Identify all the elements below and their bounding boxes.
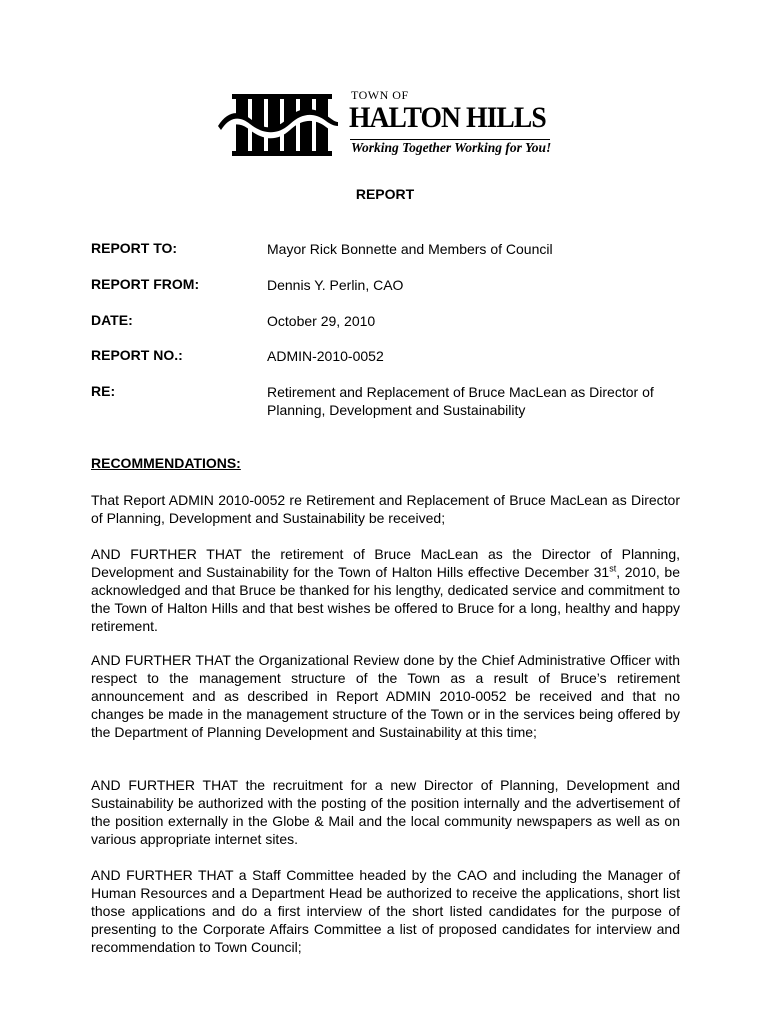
re-label: RE: — [91, 383, 116, 399]
date-ordinal-suffix: st — [609, 563, 617, 574]
town-logo — [218, 88, 558, 168]
date-label: DATE: — [91, 312, 133, 328]
logo-town-name: HALTON HILLS — [349, 101, 546, 134]
recommendation-paragraph-2-end: , 2010, be acknowledged and that Bruce be thanked for his lengthy, dedicated service and commitment to the Town of Halton Hills and that best wishes be offered to Bruce for a long, healthy and happy retirement. — [91, 564, 680, 634]
recommendation-paragraph-1: That Report ADMIN 2010-0052 re Retirement and Replacement of Bruce MacLean as Director of Planning, Development and Sustainability be received; — [91, 492, 680, 526]
report-number-label: REPORT NO.: — [91, 347, 183, 363]
recommendation-paragraph-3: AND FURTHER THAT the Organizational Review done by the Chief Administrative Officer with respect to the management structure of the Town as a result of Bruce’s retirement announcement and as described in Report ADMIN 2010-0052 be received and that no changes be made in the management structure of the Town or in the services being offered by the Department of Planning Development and Sustainability at this time; — [91, 652, 680, 740]
hh-mark-icon — [218, 92, 338, 158]
report-from-label: REPORT FROM: — [91, 276, 200, 292]
date-value: October 29, 2010 — [267, 313, 376, 329]
recommendation-paragraph-2 — [91, 545, 680, 635]
report-to-label: REPORT TO: — [91, 240, 178, 256]
logo-tagline: Working Together Working for You! — [351, 140, 552, 155]
document-title: REPORT — [355, 186, 415, 202]
logo-town-of: TOWN OF — [351, 88, 409, 102]
report-from-value: Dennis Y. Perlin, CAO — [267, 277, 404, 293]
report-number-value: ADMIN-2010-0052 — [267, 348, 384, 364]
recommendations-heading: RECOMMENDATIONS: — [91, 455, 241, 471]
report-to-value: Mayor Rick Bonnette and Members of Council — [267, 241, 553, 257]
recommendation-paragraph-4: AND FURTHER THAT the recruitment for a new Director of Planning, Development and Sustainability be authorized with the posting of the position internally and the advertisement of the position externally in the Globe & Mail and the local community newspapers as well as on various appropriate internet sites. — [91, 777, 680, 847]
re-value: Retirement and Replacement of Bruce MacLean as Director of Planning, Development and Sustainability — [267, 384, 654, 418]
recommendation-paragraph-5: AND FURTHER THAT a Staff Committee headed by the CAO and including the Manager of Human Resources and a Department Head be authorized to receive the applications, short list those applications and do a first interview of the short listed candidates for the purpose of presenting to the Corporate Affairs Committee a list of proposed candidates for interview and recommendation to Town Council; — [91, 867, 680, 955]
recommendation-paragraph-2-start: AND FURTHER THAT the retirement of Bruce MacLean as the Director of Planning, Development and Sustainability for the Town of Halton Hills effective December 31 — [91, 546, 680, 580]
